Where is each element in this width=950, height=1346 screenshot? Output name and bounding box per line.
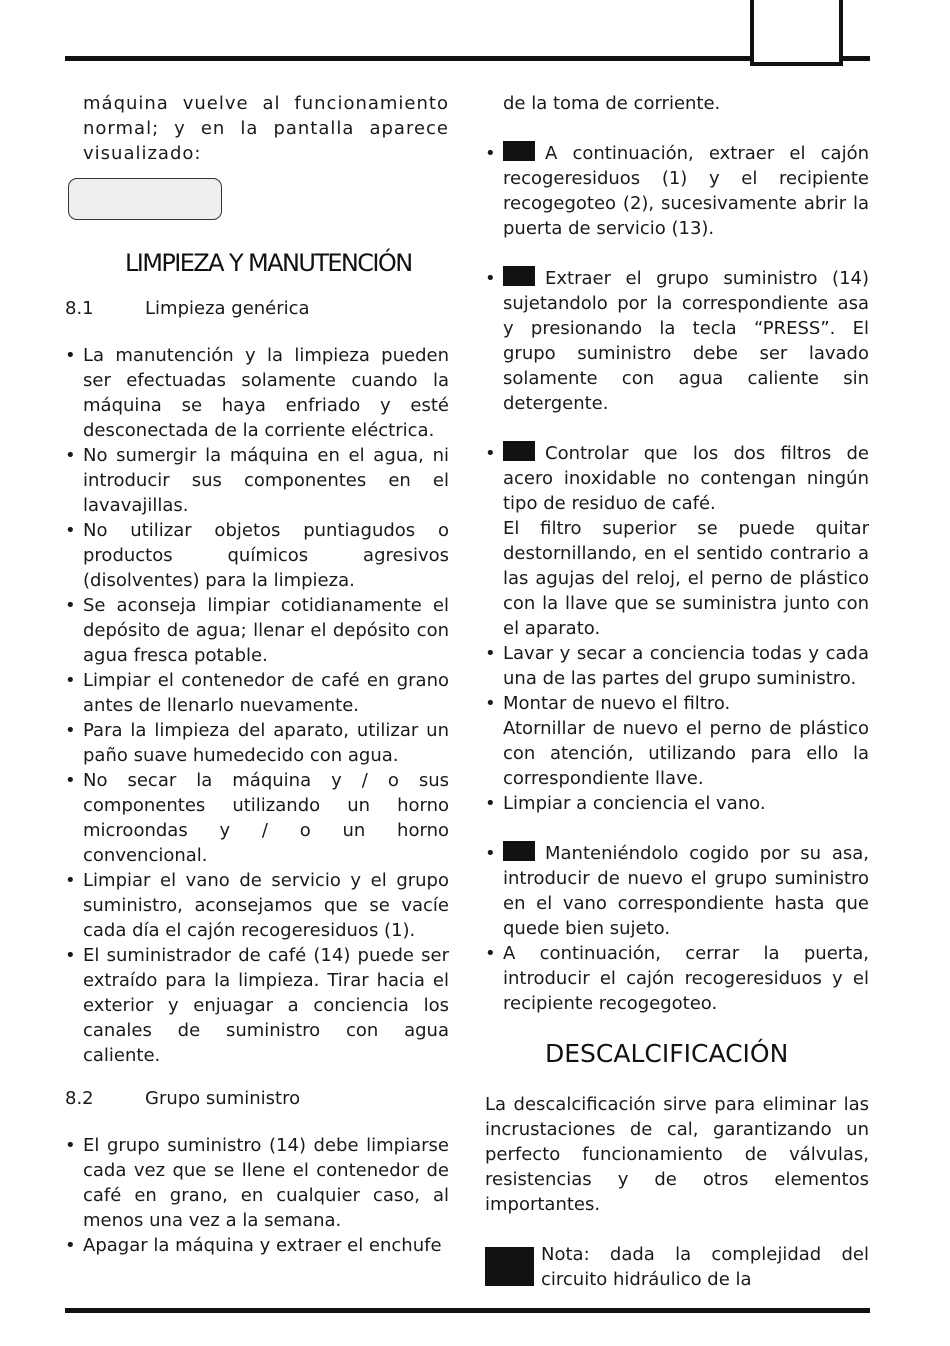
step-item (485, 441, 869, 516)
display-screen (68, 178, 222, 220)
continued-text: de la toma de corriente. (503, 93, 721, 114)
note-block (485, 1242, 869, 1292)
step-icon (503, 141, 535, 161)
left-column (65, 91, 449, 1258)
list-item: • Limpiar a conciencia el vano. (485, 791, 869, 816)
list-item: • Limpiar el vano de servicio y el grupo suministro, aconsejamos que se vacíe cada día el cajón recogeresiduos (1). (65, 868, 449, 943)
list-item: • El suministrador de café (14) puede ser extraído para la limpieza. Tirar hacia el exterior y enjuagar a conciencia los canales de suministro con agua caliente. (65, 943, 449, 1068)
step-icon (503, 441, 535, 461)
step-extra-text: El filtro superior se puede quitar destornillando, en el sentido contrario a las agujas del reloj, el perno de plástico con la llave que se suministra junto con el aparato. (503, 518, 869, 639)
subsection-number: 8.2 (65, 1088, 94, 1109)
page-number-tab (750, 0, 843, 66)
list-item: • Se aconseja limpiar cotidianamente el depósito de agua; llenar el depósito con agua fresca potable. (65, 593, 449, 668)
step-text: Controlar que los dos filtros de acero inoxidable no contengan ningún tipo de residuo de café. (503, 443, 869, 514)
step-item (485, 266, 869, 416)
note-text: Nota: dada la complejidad del circuito hidráulico de la (541, 1244, 869, 1290)
step-text: A continuación, extraer el cajón recogeresiduos (1) y el recipiente recogegoteo (2), sucesivamente abrir la puerta de servicio (13). (503, 143, 869, 239)
subsection-8-2 (65, 1086, 449, 1111)
list-item: • No utilizar objetos puntiagudos o productos químicos agresivos (disolventes) para la limpieza. (65, 518, 449, 593)
list-item: • La manutención y la limpieza pueden ser efectuadas solamente cuando la máquina se haya enfriado y esté desconectada de la corriente eléctrica. (65, 343, 449, 443)
subsection-8-1 (65, 296, 449, 321)
list-item: • No secar la máquina y / o sus componentes utilizando un horno microondas y / o un horno convencional. (65, 768, 449, 868)
list-item: • El grupo suministro (14) debe limpiarse cada vez que se llene el contenedor de café en grano, en cualquier caso, al menos una vez a la semana. (65, 1133, 449, 1233)
step-text: Manteniéndolo cogido por su asa, introducir de nuevo el grupo suministro en el vano correspondiente hasta que quede bien sujeto. (503, 843, 869, 939)
subsection-title: Grupo suministro (145, 1088, 301, 1109)
step-item (485, 841, 869, 941)
subsection-number: 8.1 (65, 298, 94, 319)
subsection-title: Limpieza genérica (145, 298, 310, 319)
list-extra-text: Atornillar de nuevo el perno de plástico con atención, utilizando para ello la correspondiente llave. (503, 718, 869, 789)
step-icon (503, 841, 535, 861)
note-icon (485, 1247, 534, 1286)
list-item: • Lavar y secar a conciencia todas y cada una de las partes del grupo suministro. (485, 641, 869, 691)
step-text: Extraer el grupo suministro (14) sujetandolo por la correspondiente asa y presionando la tecla “PRESS”. El grupo suministro debe ser lavado solamente con agua caliente sin detergente. (503, 268, 869, 414)
list-item: • Limpiar el contenedor de café en grano antes de llenarlo nuevamente. (65, 668, 449, 718)
intro-text: máquina vuelve al funcionamiento normal; y en la pantalla aparece visualizado: (83, 93, 449, 164)
list-item: • Apagar la máquina y extraer el enchufe (65, 1233, 449, 1258)
right-column (485, 91, 869, 1292)
list-item: • No sumergir la máquina en el agua, ni introducir sus componentes en el lavavajillas. (65, 443, 449, 518)
descaling-text: La descalcificación sirve para eliminar las incrustaciones de cal, garantizando un perfecto funcionamiento de válvulas, resistencias y de otros elementos importantes. (485, 1094, 869, 1215)
step-icon (503, 266, 535, 286)
section-title-descaling: DESCALCIFICACIÓN (545, 1039, 789, 1068)
bottom-rule (65, 1308, 870, 1313)
step-item (485, 141, 869, 241)
list-item: • Para la limpieza del aparato, utilizar un paño suave humedecido con agua. (65, 718, 449, 768)
list-item: • A continuación, cerrar la puerta, introducir el cajón recogeresiduos y el recipiente recogegoteo. (485, 941, 869, 1016)
list-item: • Montar de nuevo el filtro. (485, 691, 869, 716)
section-title-cleaning: LIMPIEZA Y MANUTENCIÓN (125, 249, 412, 277)
